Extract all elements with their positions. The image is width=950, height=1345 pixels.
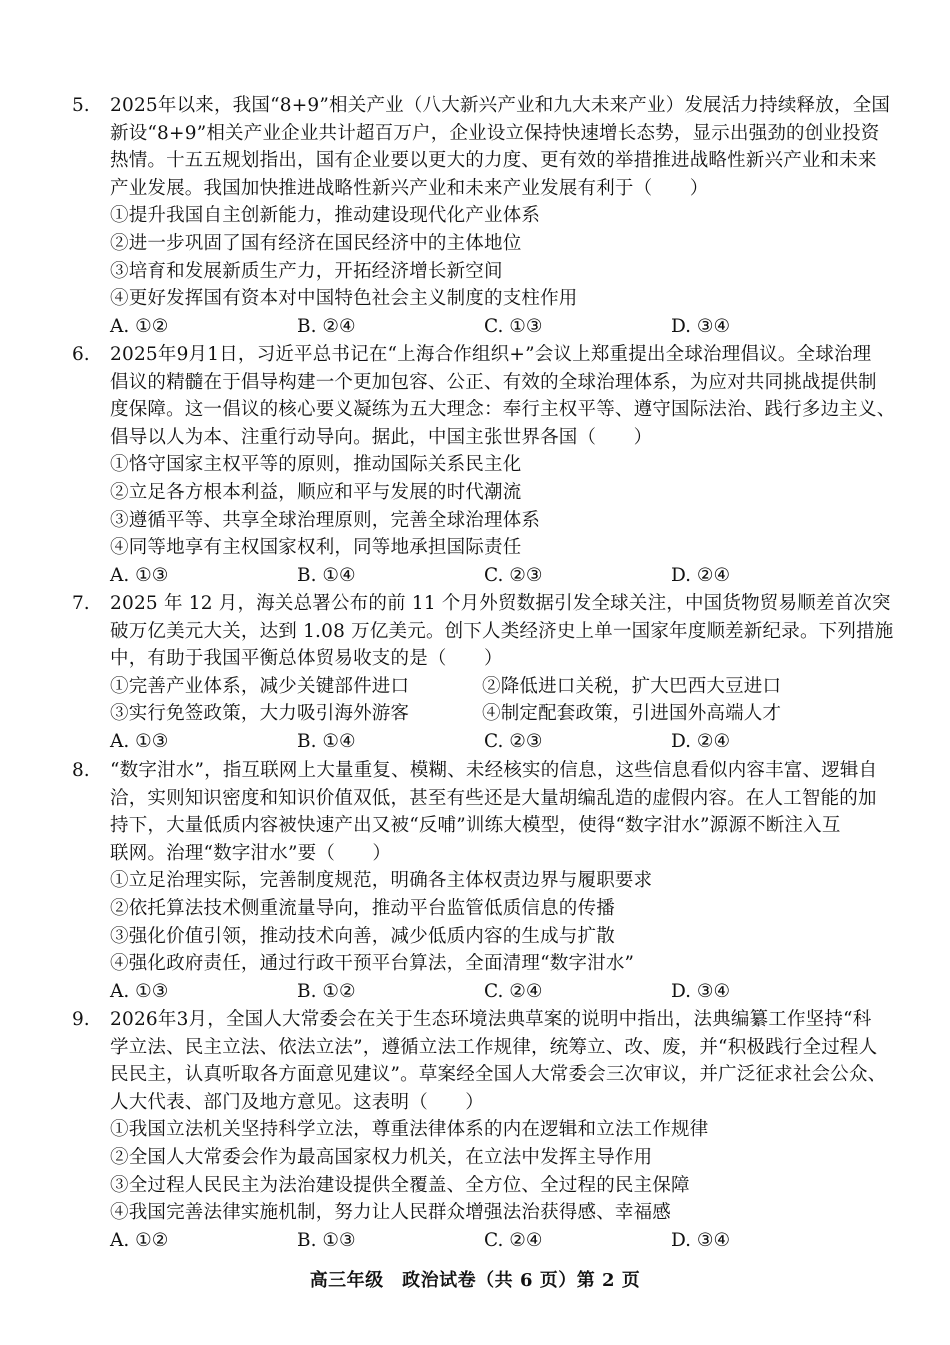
question-number: 9. xyxy=(72,1009,90,1030)
question-body xyxy=(110,92,902,340)
choice-d: D. ②④ xyxy=(671,730,731,752)
choice-c: C. ②③ xyxy=(484,564,543,586)
question-body xyxy=(110,590,902,756)
question-9 xyxy=(72,1006,902,1254)
answer-choices xyxy=(110,728,902,756)
question-stem-line: 联网。治理“数字泔水”要（ ） xyxy=(110,842,392,864)
answer-choices xyxy=(110,1227,902,1255)
question-number: 7. xyxy=(72,593,90,614)
question-stem-line: 倡导以人为本、注重行动导向。据此，中国主张世界各国（ ） xyxy=(110,426,653,448)
question-stem-line: 热情。十五五规划指出，国有企业要以更大的力度、更有效的举措推进战略性新兴产业和未来 xyxy=(110,150,877,172)
statement-option: ③强化价值引领，推动技术向善，减少低质内容的生成与扩散 xyxy=(110,925,615,947)
question-number: 8. xyxy=(72,760,90,781)
statement-option: ①立足治理实际，完善制度规范，明确各主体权责边界与履职要求 xyxy=(110,870,653,892)
statement-option: ②进一步巩固了国有经济在国民经济中的主体地位 xyxy=(110,232,522,254)
question-stem-line: 学立法、民主立法、依法立法”，遵循立法工作规律，统筹立、改、废，并“积极践行全过程人 xyxy=(110,1036,878,1058)
choice-d: D. ③④ xyxy=(671,315,731,337)
choice-b: B. ①③ xyxy=(297,1229,356,1251)
question-stem-line: 2025年9月1日，习近平总书记在“上海合作组织+”会议上郑重提出全球治理倡议。全球治理 xyxy=(110,344,872,365)
choice-a: A. ①③ xyxy=(110,564,169,586)
choice-c: C. ②④ xyxy=(484,1229,543,1251)
statement-option: ④同等地享有主权国家权利，同等地承担国际责任 xyxy=(110,537,522,559)
question-stem-line: 2026年3月，全国人大常委会在关于生态环境法典草案的说明中指出，法典编纂工作坚持“科 xyxy=(110,1009,872,1030)
statement-option-row xyxy=(110,673,902,701)
statement-option: ③实行免签政策，大力吸引海外游客 xyxy=(110,703,410,725)
statement-option: ③遵循平等、共享全球治理原则，完善全球治理体系 xyxy=(110,509,541,531)
question-stem-line: 2025年以来，我国“8+9”相关产业（八大新兴产业和九大未来产业）发展活力持续释放，全国 xyxy=(110,95,891,116)
statement-option: ④我国完善法律实施机制，努力让人民群众增强法治获得感、幸福感 xyxy=(110,1202,672,1224)
statement-option: ③培育和发展新质生产力，开拓经济增长新空间 xyxy=(110,260,503,282)
question-number: 6. xyxy=(72,344,90,365)
statement-option: ④更好发挥国有资本对中国特色社会主义制度的支柱作用 xyxy=(110,288,578,310)
question-7 xyxy=(72,590,902,756)
statement-option: ④制定配套政策，引进国外高端人才 xyxy=(482,703,782,725)
answer-choices xyxy=(110,562,902,590)
statement-option: ②降低进口关税，扩大巴西大豆进口 xyxy=(482,675,782,697)
choice-d: D. ②④ xyxy=(671,564,731,586)
choice-a: A. ①③ xyxy=(110,980,169,1002)
question-body xyxy=(110,1006,902,1254)
statement-option: ③全过程人民民主为法治建设提供全覆盖、全方位、全过程的民主保障 xyxy=(110,1174,690,1196)
page-footer: 高三年级 政治试卷（共 6 页）第 2 页 xyxy=(309,1270,641,1291)
choice-b: B. ①② xyxy=(297,980,356,1002)
statement-option: ②依托算法技术侧重流量导向，推动平台监管低质信息的传播 xyxy=(110,897,615,919)
statement-option: ①完善产业体系，减少关键部件进口 xyxy=(110,675,410,697)
question-8 xyxy=(72,757,902,1005)
answer-choices xyxy=(110,978,902,1006)
choice-a: A. ①② xyxy=(110,315,169,337)
question-stem-line: 人大代表、部门及地方意见。这表明（ ） xyxy=(110,1091,485,1113)
statement-option: ②全国人大常委会作为最高国家权力机关，在立法中发挥主导作用 xyxy=(110,1146,653,1168)
question-stem-line: 2025 年 12 月，海关总署公布的前 11 个月外贸数据引发全球关注，中国货物贸易顺差首次突 xyxy=(110,593,891,614)
question-stem-line: 持下，大量低质内容被快速产出又被“反哺”训练大模型，使得“数字泔水”源源不断注入互 xyxy=(110,815,841,837)
question-stem-line: “数字泔水”，指互联网上大量重复、模糊、未经核实的信息，这些信息看似内容丰富、逻辑自 xyxy=(110,760,878,781)
answer-choices xyxy=(110,313,902,341)
statement-option-row xyxy=(110,700,902,728)
question-stem-line: 产业发展。我国加快推进战略性新兴产业和未来产业发展有利于（ ） xyxy=(110,177,709,199)
question-stem-line: 度保障。这一倡议的核心要义凝练为五大理念：奉行主权平等、遵守国际法治、践行多边主义、 xyxy=(110,399,896,421)
choice-b: B. ①④ xyxy=(297,564,356,586)
question-5 xyxy=(72,92,902,340)
choice-b: B. ①④ xyxy=(297,730,356,752)
question-body xyxy=(110,757,902,1005)
question-body xyxy=(110,341,902,589)
choice-c: C. ②③ xyxy=(484,730,543,752)
question-stem-line: 民民主，认真听取各方面意见建议”。草案经全国人大常委会三次审议，并广泛征求社会公众、 xyxy=(110,1064,887,1086)
choice-c: C. ②④ xyxy=(484,980,543,1002)
question-stem-line: 洽，实则知识密度和知识价值双低，甚至有些还是大量胡编乱造的虚假内容。在人工智能的加 xyxy=(110,787,877,809)
statement-option: ①提升我国自主创新能力，推动建设现代化产业体系 xyxy=(110,205,541,227)
choice-a: A. ①② xyxy=(110,1229,169,1251)
question-6 xyxy=(72,341,902,589)
statement-option: ①恪守国家主权平等的原则，推动国际关系民主化 xyxy=(110,454,522,476)
statement-option: ①我国立法机关坚持科学立法，尊重法律体系的内在逻辑和立法工作规律 xyxy=(110,1119,709,1141)
choice-a: A. ①③ xyxy=(110,730,169,752)
choice-c: C. ①③ xyxy=(484,315,543,337)
question-stem-line: 破万亿美元大关，达到 1.08 万亿美元。创下人类经济史上单一国家年度顺差新纪录。下列措施 xyxy=(110,620,894,642)
choice-d: D. ③④ xyxy=(671,980,731,1002)
statement-option: ④强化政府责任，通过行政干预平台算法，全面清理“数字泔水” xyxy=(110,953,635,975)
question-stem-line: 新设“8+9”相关产业企业共计超百万户，企业设立保持快速增长态势，显示出强劲的创业投资 xyxy=(110,122,880,144)
choice-b: B. ②④ xyxy=(297,315,356,337)
question-stem-line: 倡议的精髓在于倡导构建一个更加包容、公正、有效的全球治理体系，为应对共同挑战提供制 xyxy=(110,371,877,393)
question-stem-line: 中，有助于我国平衡总体贸易收支的是（ ） xyxy=(110,648,503,670)
choice-d: D. ③④ xyxy=(671,1229,731,1251)
question-number: 5. xyxy=(72,95,90,116)
statement-option: ②立足各方根本利益，顺应和平与发展的时代潮流 xyxy=(110,481,522,503)
